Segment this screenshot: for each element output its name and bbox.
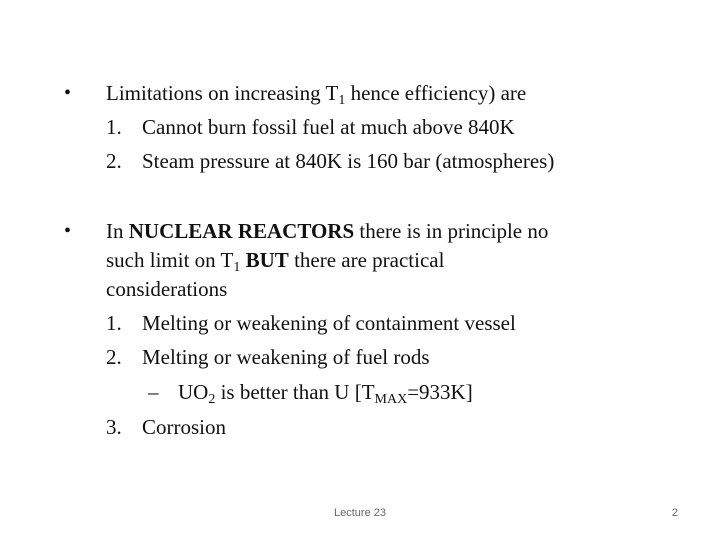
section2-line-2 [106,246,444,274]
item-text: Melting or weakening of containment vessel [142,311,516,335]
section2-subitem [148,378,473,406]
bullet-2: • [64,220,72,242]
section2-item-3 [106,413,226,441]
section2-line2-post: there are practical [288,248,445,272]
section1-heading [106,79,526,107]
subitem-sub2: MAX [374,392,408,407]
subitem-dash: – [148,380,159,404]
section1-item-2 [106,147,554,175]
subitem-post: =933K] [407,380,473,404]
item-text: Cannot burn fossil fuel at much above 840K [142,115,515,139]
item-number: 3. [106,415,122,439]
section2-item-2 [106,343,430,371]
section1-heading-sub: 1 [338,93,346,108]
section2-line2-sub: 1 [233,260,241,275]
section1-heading-post: hence efficiency) are [345,81,527,105]
item-text: Steam pressure at 840K is 160 bar (atmospheres) [142,149,555,173]
section2-item-1 [106,309,516,337]
item-number: 2. [106,345,122,369]
footer-lecture: Lecture 23 [334,507,386,519]
subitem-sub1: 2 [208,392,216,407]
section1-heading-pre: Limitations on increasing T [106,81,339,105]
section2-line-3: considerations [106,277,228,301]
section2-line2-bold: BUT [240,248,289,272]
section2-line-1 [106,217,548,245]
subitem-pre: UO [178,380,209,404]
section2-line2-pre: such limit on T [106,248,234,272]
item-text: Melting or weakening of fuel rods [142,345,430,369]
section2-line1-pre: In [106,219,129,243]
section2-line1-post: there is in principle no [354,219,549,243]
item-number: 1. [106,115,122,139]
item-number: 2. [106,149,122,173]
section2-line1-bold: NUCLEAR REACTORS [128,219,355,243]
section1-item-1 [106,113,515,141]
bullet-1: • [64,82,72,104]
item-text: Corrosion [142,415,226,439]
subitem-mid: is better than U [T [215,380,375,404]
page-number: 2 [671,507,678,519]
item-number: 1. [106,311,122,335]
